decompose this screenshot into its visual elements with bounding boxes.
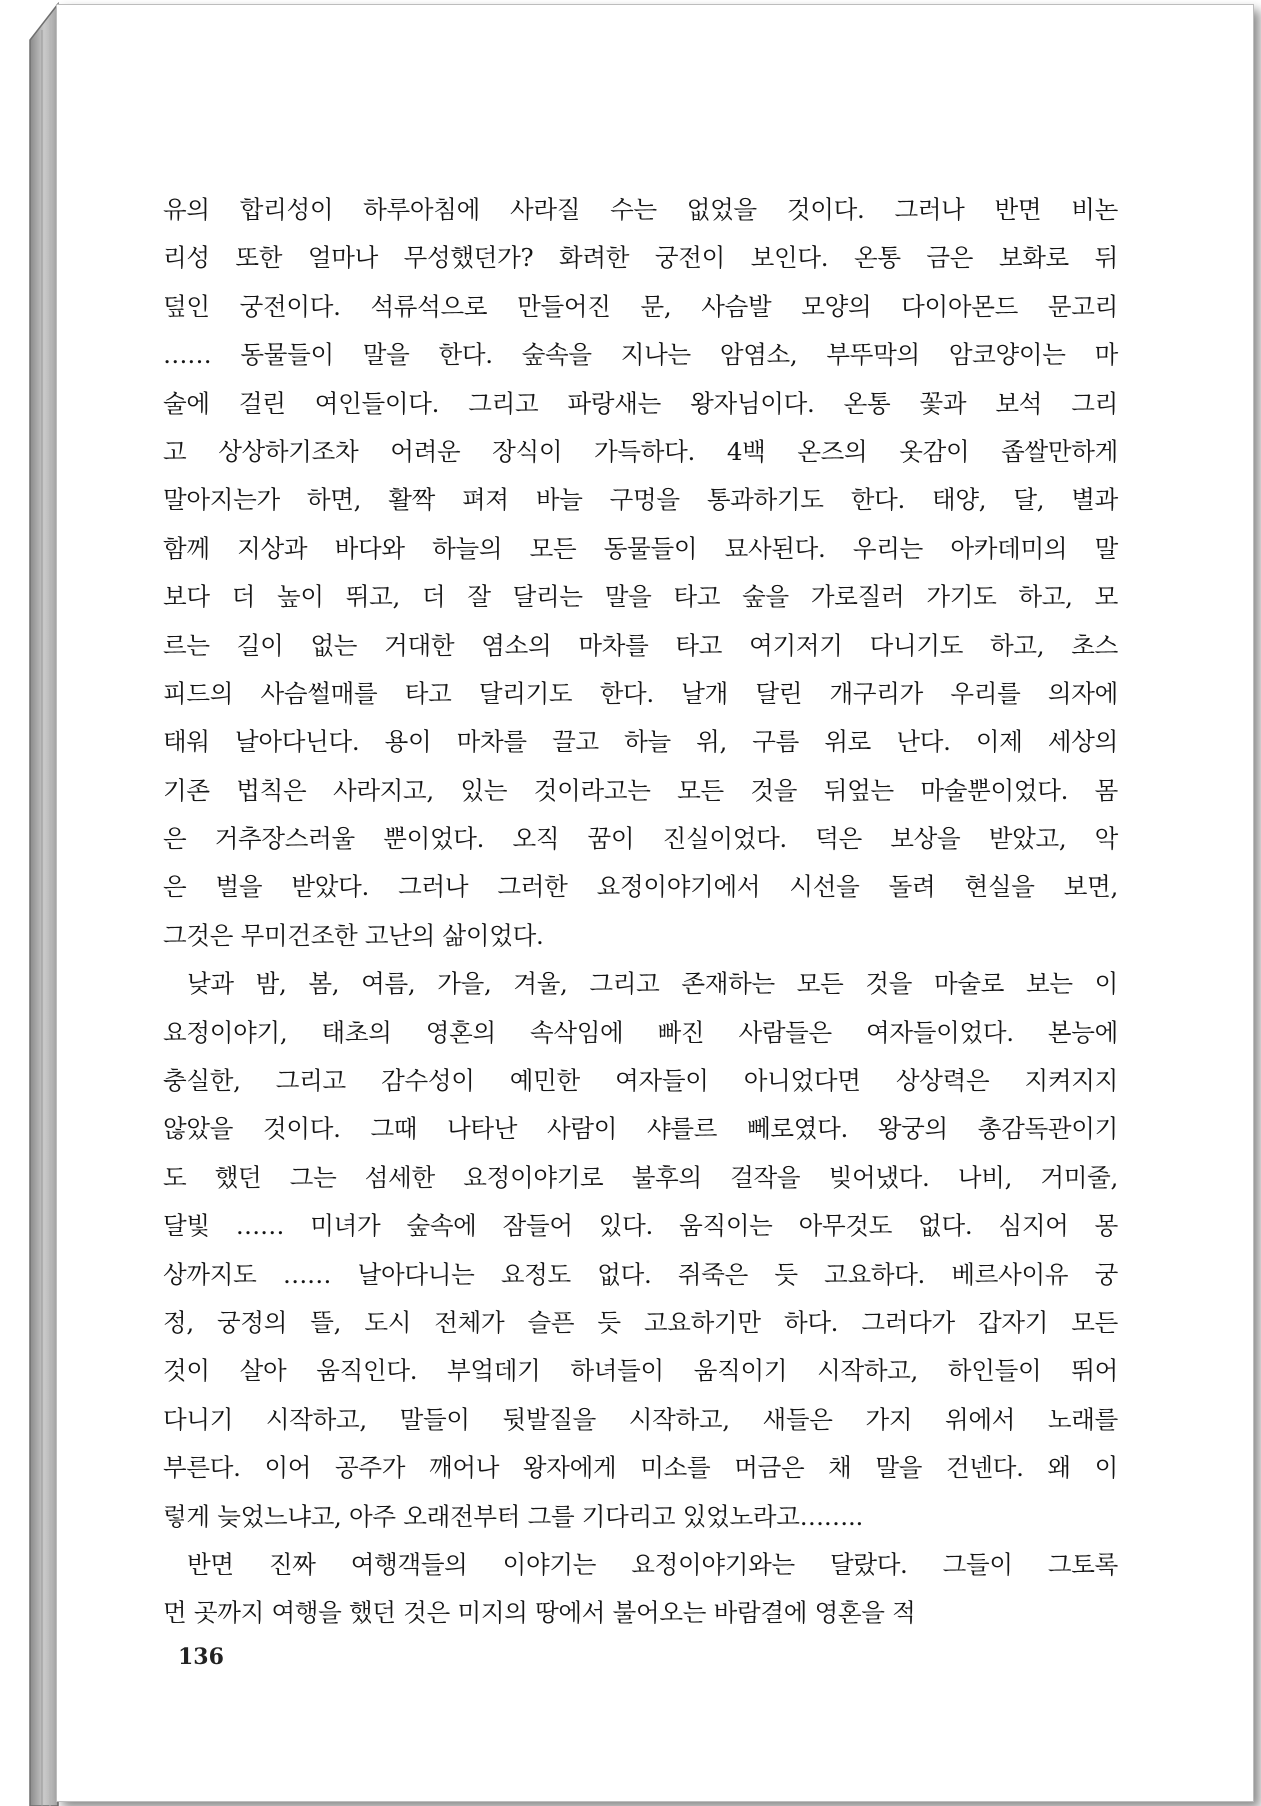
text-line: 먼 곳까지 여행을 했던 것은 미지의 땅에서 불어오는 바람결에 영혼을 적 <box>163 1598 916 1628</box>
text-line: 요정이야기, 태초의 영혼의 속삭임에 빠진 사람들은 여자들이었다. 본능에 <box>163 1017 1118 1047</box>
text-line: 덮인 궁전이다. 석류석으로 만들어진 문, 사슴발 모양의 다이아몬드 문고리 <box>163 291 1118 321</box>
text-line: 렇게 늦었느냐고, 아주 오래전부터 그를 기다리고 있었노라고…….. <box>163 1501 863 1531</box>
text-line: 다니기 시작하고, 말들이 뒷발질을 시작하고, 새들은 가지 위에서 노래를 <box>163 1404 1118 1434</box>
text-line: 피드의 사슴썰매를 타고 달리기도 한다. 날개 달린 개구리가 우리를 의자에 <box>163 678 1118 708</box>
text-line: 유의 합리성이 하루아침에 사라질 수는 없었을 것이다. 그러나 반면 비논 <box>163 195 1118 224</box>
text-line: 고 상상하기조차 어려운 장식이 가득하다. 4백 온즈의 옷감이 좁쌀만하게 <box>163 436 1118 466</box>
text-line: 부른다. 이어 공주가 깨어나 왕자에게 미소를 머금은 채 말을 건넨다. 왜 이 <box>163 1453 1118 1483</box>
text-line: 것이 살아 움직인다. 부엌데기 하녀들이 움직이기 시작하고, 하인들이 뛰어 <box>163 1356 1118 1386</box>
text-line: 말아지는가 하면, 활짝 펴져 바늘 구멍을 통과하기도 한다. 태양, 달, 별과 <box>163 485 1118 515</box>
text-line: 은 벌을 받았다. 그러나 그러한 요정이야기에서 시선을 돌려 현실을 보면, <box>163 872 1118 902</box>
paragraph <box>163 1541 1118 1638</box>
text-line: 않았을 것이다. 그때 나타난 사람이 샤를르 뻬로였다. 왕궁의 총감독관이기 <box>163 1114 1118 1144</box>
text-line: …… 동물들이 말을 한다. 숲속을 지나는 암염소, 부뚜막의 암코양이는 마 <box>163 340 1118 370</box>
text-line: 함께 지상과 바다와 하늘의 모든 동물들이 묘사된다. 우리는 아카데미의 말 <box>163 533 1118 563</box>
text-line: 리성 또한 얼마나 무성했던가? 화려한 궁전이 보인다. 온통 금은 보화로 뒤 <box>163 243 1118 273</box>
text-line: 정, 궁정의 뜰, 도시 전체가 슬픈 듯 고요하기만 하다. 그러다가 갑자기 모든 <box>163 1307 1118 1337</box>
text-line: 달빛 …… 미녀가 숲속에 잠들어 있다. 움직이는 아무것도 없다. 심지어 몽 <box>163 1211 1118 1241</box>
text-line: 기존 법칙은 사라지고, 있는 것이라고는 모든 것을 뒤엎는 마술뿐이었다. 몸 <box>163 775 1118 805</box>
text-line: 그것은 무미건조한 고난의 삶이었다. <box>163 920 544 950</box>
text-line: 반면 진짜 여행객들의 이야기는 요정이야기와는 달랐다. 그들이 그토록 <box>187 1549 1118 1579</box>
page-number: 136 <box>178 1644 224 1670</box>
text-line: 보다 더 높이 뛰고, 더 잘 달리는 말을 타고 숲을 가로질러 가기도 하고, 모 <box>163 582 1118 612</box>
text-line: 르는 길이 없는 거대한 염소의 마차를 타고 여기저기 다니기도 하고, 초스 <box>163 630 1118 660</box>
text-line: 은 거추장스러울 뿐이었다. 오직 꿈이 진실이었다. 덕은 보상을 받았고, 악 <box>163 824 1118 854</box>
body-text <box>163 186 1118 1638</box>
text-line: 충실한, 그리고 감수성이 예민한 여자들이 아니었다면 상상력은 지켜지지 <box>163 1066 1118 1096</box>
paragraph <box>163 186 1118 960</box>
text-line: 태워 날아다닌다. 용이 마차를 끌고 하늘 위, 구름 위로 난다. 이제 세상의 <box>163 727 1118 757</box>
text-line: 낮과 밤, 봄, 여름, 가을, 겨울, 그리고 존재하는 모든 것을 마술로 보는 이 <box>187 969 1118 999</box>
text-line: 술에 걸린 여인들이다. 그리고 파랑새는 왕자님이다. 온통 꽃과 보석 그리 <box>163 388 1118 418</box>
text-line: 상까지도 …… 날아다니는 요정도 없다. 쥐죽은 듯 고요하다. 베르사이유 궁 <box>163 1259 1118 1289</box>
text-line: 도 했던 그는 섬세한 요정이야기로 불후의 걸작을 빚어냈다. 나비, 거미줄, <box>163 1162 1118 1192</box>
paragraph <box>163 960 1118 1541</box>
